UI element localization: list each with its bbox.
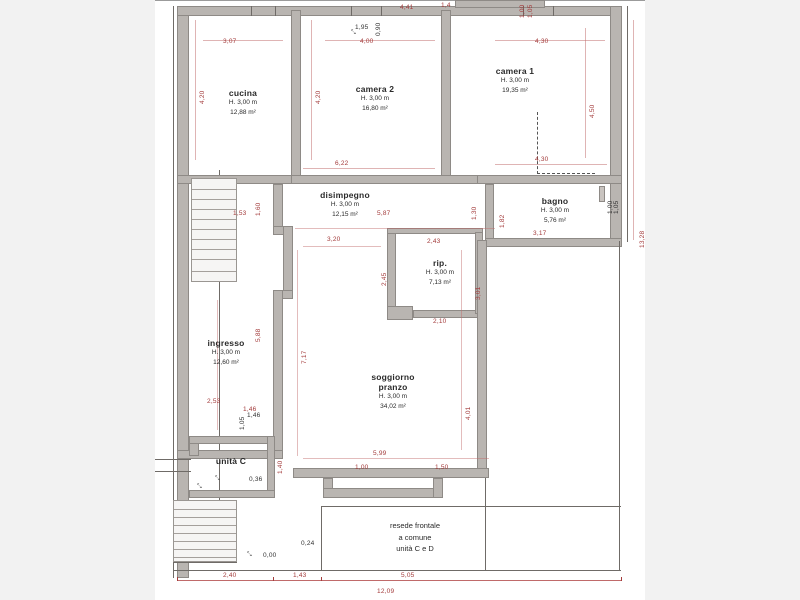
note-195: 1,95 [355, 24, 369, 31]
dim-v-140: 1,40 [277, 460, 284, 474]
room-area: 34,02 m² [380, 403, 406, 411]
note-105-bagno: 1,05 [613, 200, 620, 214]
dim-h-153: 1,53 [233, 210, 247, 217]
wall-rip-bottom-left [387, 306, 413, 320]
dim-h-587: 5,87 [377, 210, 391, 217]
room-name: bagno [541, 196, 569, 206]
wall-unitac-bottom [189, 490, 275, 498]
dim-h-599: 5,99 [373, 450, 387, 457]
dimline-h-8 [303, 458, 489, 459]
room-height: H. 3,00 m [540, 207, 570, 214]
room-name: rip. [432, 258, 448, 268]
wall-rip-left [387, 232, 396, 314]
stair-lower [173, 500, 237, 562]
dim-v-450: 4,50 [589, 104, 596, 118]
resede-line-2: a comune [398, 532, 432, 542]
dim-h-317: 3,17 [533, 230, 547, 237]
dimline-h-3 [495, 40, 605, 41]
room-label-unitac [189, 456, 273, 466]
room-area: 19,35 m² [502, 87, 528, 95]
dimchain-bottom [177, 580, 621, 581]
wall-unitac-right [267, 436, 275, 498]
dimtick-3 [321, 577, 322, 581]
line-resede-top [321, 506, 621, 507]
dimline-v-2 [311, 20, 312, 160]
room-area: 12,15 m² [332, 211, 358, 219]
note-024: 0,24 [301, 540, 315, 547]
room-name: soggiorno [371, 372, 415, 382]
opening-camera1-top-b [553, 6, 554, 16]
room-area: 16,80 m² [362, 105, 388, 113]
wall-disimpegno-left [283, 226, 293, 298]
dim-v-401: 4,01 [465, 406, 472, 420]
dim-v-717: 7,17 [301, 350, 308, 364]
dimline-h-7 [303, 246, 381, 247]
line-left-outer [173, 6, 174, 578]
dimtick-2 [273, 577, 274, 581]
note-000: 0,00 [263, 552, 277, 559]
room-height: H. 3,00 m [330, 201, 360, 208]
wall-under-camera2 [291, 175, 491, 184]
dim-h-320: 3,20 [327, 236, 341, 243]
wall-rip-bottom [413, 310, 483, 318]
dim-h-143: 1,43 [293, 572, 307, 579]
line-resede-left [321, 506, 322, 570]
opening-camera2-top-a [351, 6, 352, 16]
dim-h-400: 4,00 [360, 38, 374, 45]
dim-v-130: 1,30 [471, 206, 478, 220]
room-height: H. 3,00 m [360, 95, 390, 102]
dimtick-4 [621, 577, 622, 581]
room-height: H. 3,00 m [211, 349, 241, 356]
room-name: camera 1 [495, 66, 535, 76]
note-090: 0,90 [375, 22, 382, 36]
dim-h-505: 5,05 [401, 572, 415, 579]
note-146-b: 1,46 [247, 412, 261, 419]
dimline-h-1 [203, 40, 283, 41]
dim-h-253: 2,53 [207, 398, 221, 405]
wall-under-camera1 [477, 175, 622, 184]
room-name: camera 2 [355, 84, 395, 94]
dim-v-100-top: 1,00 [519, 4, 526, 18]
dim-h-210: 2,10 [433, 318, 447, 325]
room-height: H. 3,00 m [378, 393, 408, 400]
dim-v-105-top: 1,05 [527, 4, 534, 18]
line-right-outer [627, 6, 628, 242]
camera1-dashed-inset [537, 112, 595, 174]
resede-line-3: unità C e D [396, 544, 434, 554]
dim-h-150: 1,50 [435, 464, 449, 471]
dim-h-622: 6,22 [335, 160, 349, 167]
opening-cucina-top-a [251, 6, 252, 16]
dim-top-441: 4,41 [400, 4, 414, 11]
wall-bagno-bottom [485, 238, 622, 247]
dim-v-588: 5,88 [255, 328, 262, 342]
room-area: 5,76 m² [543, 217, 567, 225]
wall-soggiorno-right [477, 240, 487, 478]
dim-v-420-b: 4,20 [315, 90, 322, 104]
dimline-h-6 [295, 228, 495, 229]
wall-terrace-top [323, 488, 441, 498]
room-area: 12,88 m² [230, 109, 256, 117]
dim-v-1328: 13,28 [639, 230, 646, 248]
room-name-secondary: pranzo [378, 382, 408, 392]
wall-disimpegno-left-upper [273, 184, 283, 228]
wall-bagno-left [485, 184, 494, 246]
dim-h-430-bot: 4,30 [535, 156, 549, 163]
line-resede-mid [485, 478, 486, 570]
sheet-top-edge [155, 0, 645, 1]
stair-upper [191, 178, 237, 282]
room-label-rip [405, 258, 475, 288]
dim-h-307: 3,07 [223, 38, 237, 45]
dimline-h-2 [325, 40, 435, 41]
room-label-camera1 [455, 66, 575, 96]
resede-line-1: resede frontale [389, 521, 441, 530]
line-stair-lower-base [173, 562, 237, 563]
note-100-bagno: 1,00 [607, 200, 614, 214]
room-name: ingresso [207, 338, 245, 348]
dim-h-430-top: 4,30 [535, 38, 549, 45]
dim-h-240: 2,40 [223, 572, 237, 579]
door-marker-unitac: ⤡ [197, 484, 202, 490]
unit-label: unità C [215, 456, 247, 466]
door-marker-camera2: ⤡ [351, 30, 356, 36]
dim-v-182: 1,82 [499, 214, 506, 228]
wall-camera2-camera1 [441, 10, 451, 182]
line-resede-right [619, 241, 620, 570]
wall-ingresso-right [273, 290, 283, 458]
room-area: 7,13 m² [428, 279, 452, 287]
dim-h-1209: 12,09 [377, 588, 395, 595]
line-resede-bottom [173, 570, 621, 571]
note-105-b: 1,05 [239, 416, 246, 430]
wall-exterior-left [177, 6, 189, 578]
room-height: H. 3,00 m [228, 99, 258, 106]
room-label-camera2 [315, 84, 435, 114]
door-marker-stair: ⤡ [247, 552, 252, 558]
line-unitac-extend [155, 459, 191, 460]
room-height: H. 3,00 m [425, 269, 455, 276]
opening-cucina-top-b [275, 6, 276, 16]
note-top-14: 1,4 [441, 2, 451, 9]
room-label-bagno [507, 196, 603, 226]
dimline-v-right [633, 20, 634, 240]
room-label-ingresso [171, 338, 281, 368]
dim-h-146: 1,46 [243, 406, 257, 413]
wall-soggiorno-bottom [293, 468, 489, 478]
drawing-sheet [155, 0, 645, 600]
dim-h-100: 1,00 [355, 464, 369, 471]
wall-unitac-top [189, 436, 275, 444]
dim-v-420-a: 4,20 [199, 90, 206, 104]
dimtick-1 [177, 577, 178, 581]
dimline-h-4 [303, 168, 435, 169]
room-name: disimpegno [320, 190, 370, 200]
room-area: 12,60 m² [213, 359, 239, 367]
wall-unitac-left [189, 442, 199, 456]
note-036: 0,36 [249, 476, 263, 483]
room-label-cucina [193, 88, 293, 118]
room-label-soggiorno [333, 372, 453, 412]
room-name: cucina [228, 88, 258, 98]
room-label-resede [345, 520, 485, 555]
dimline-v-4 [297, 250, 298, 456]
door-marker-ingresso: ⤡ [215, 476, 220, 482]
dim-v-301: 3,01 [475, 286, 482, 300]
room-height: H. 3,00 m [500, 77, 530, 84]
dim-h-243: 2,43 [427, 238, 441, 245]
wall-terrace-right [433, 478, 443, 498]
opening-camera2-top-b [381, 6, 382, 16]
dim-v-245: 2,45 [381, 272, 388, 286]
line-unitac-extend-2 [155, 471, 191, 472]
dim-v-160: 1,60 [255, 202, 262, 216]
